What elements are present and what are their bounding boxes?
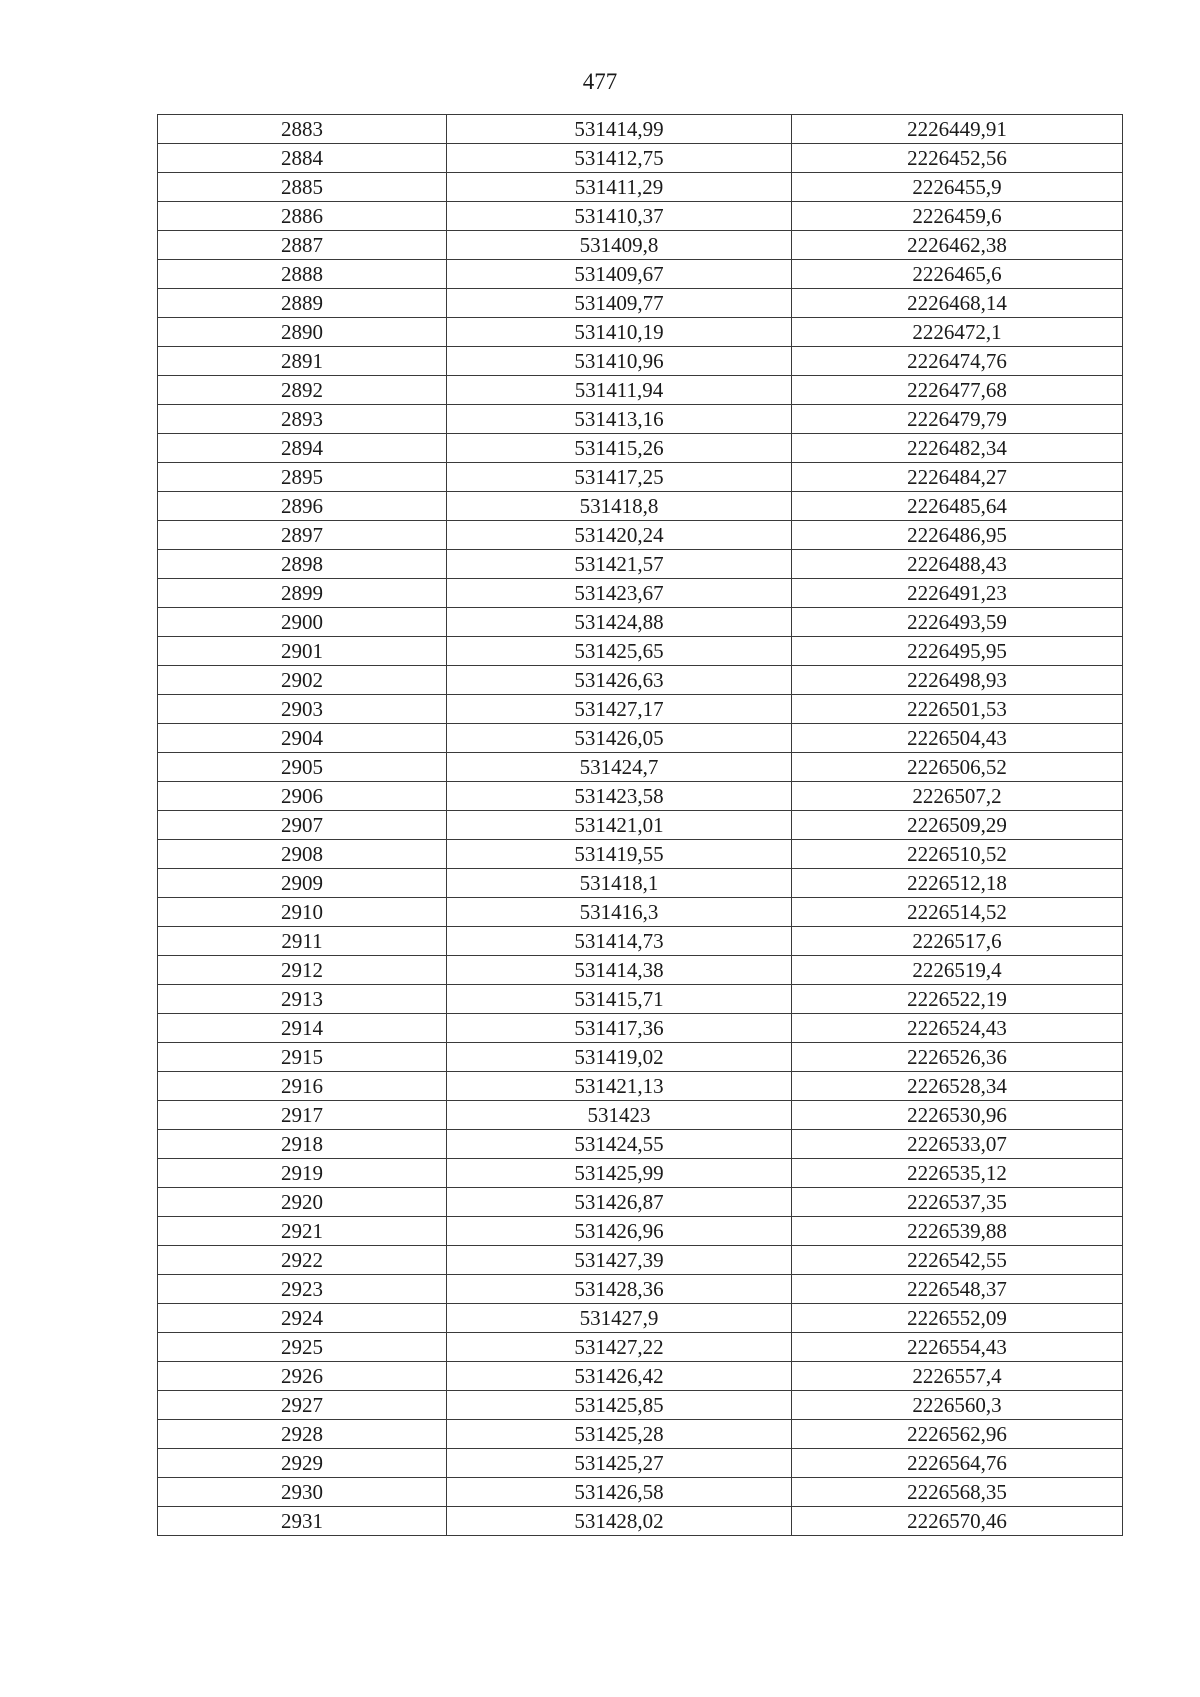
table-row — [158, 1246, 1123, 1275]
x-coordinate-cell: 531425,99 — [447, 1159, 792, 1188]
point-number-cell: 2913 — [158, 985, 447, 1014]
table-row — [158, 521, 1123, 550]
y-coordinate-cell: 2226557,4 — [792, 1362, 1123, 1391]
x-coordinate-cell: 531426,63 — [447, 666, 792, 695]
y-coordinate-cell: 2226570,46 — [792, 1507, 1123, 1536]
y-coordinate-cell: 2226562,96 — [792, 1420, 1123, 1449]
table-row — [158, 1130, 1123, 1159]
y-coordinate-cell: 2226477,68 — [792, 376, 1123, 405]
x-coordinate-cell: 531427,17 — [447, 695, 792, 724]
x-coordinate-cell: 531418,8 — [447, 492, 792, 521]
table-row — [158, 173, 1123, 202]
y-coordinate-cell: 2226479,79 — [792, 405, 1123, 434]
point-number-cell: 2898 — [158, 550, 447, 579]
point-number-cell: 2925 — [158, 1333, 447, 1362]
table-row — [158, 1188, 1123, 1217]
point-number-cell: 2899 — [158, 579, 447, 608]
x-coordinate-cell: 531427,22 — [447, 1333, 792, 1362]
point-number-cell: 2904 — [158, 724, 447, 753]
y-coordinate-cell: 2226462,38 — [792, 231, 1123, 260]
table-row — [158, 840, 1123, 869]
y-coordinate-cell: 2226526,36 — [792, 1043, 1123, 1072]
point-number-cell: 2900 — [158, 608, 447, 637]
table-row — [158, 144, 1123, 173]
y-coordinate-cell: 2226493,59 — [792, 608, 1123, 637]
x-coordinate-cell: 531416,3 — [447, 898, 792, 927]
x-coordinate-cell: 531409,77 — [447, 289, 792, 318]
table-row — [158, 898, 1123, 927]
y-coordinate-cell: 2226539,88 — [792, 1217, 1123, 1246]
table-row — [158, 1072, 1123, 1101]
table-row — [158, 724, 1123, 753]
y-coordinate-cell: 2226459,6 — [792, 202, 1123, 231]
x-coordinate-cell: 531419,02 — [447, 1043, 792, 1072]
y-coordinate-cell: 2226554,43 — [792, 1333, 1123, 1362]
point-number-cell: 2906 — [158, 782, 447, 811]
y-coordinate-cell: 2226474,76 — [792, 347, 1123, 376]
y-coordinate-cell: 2226519,4 — [792, 956, 1123, 985]
table-row — [158, 463, 1123, 492]
x-coordinate-cell: 531414,73 — [447, 927, 792, 956]
y-coordinate-cell: 2226542,55 — [792, 1246, 1123, 1275]
table-row — [158, 231, 1123, 260]
y-coordinate-cell: 2226485,64 — [792, 492, 1123, 521]
table-row — [158, 550, 1123, 579]
y-coordinate-cell: 2226491,23 — [792, 579, 1123, 608]
point-number-cell: 2895 — [158, 463, 447, 492]
y-coordinate-cell: 2226548,37 — [792, 1275, 1123, 1304]
point-number-cell: 2902 — [158, 666, 447, 695]
x-coordinate-cell: 531421,13 — [447, 1072, 792, 1101]
y-coordinate-cell: 2226537,35 — [792, 1188, 1123, 1217]
y-coordinate-cell: 2226517,6 — [792, 927, 1123, 956]
table-row — [158, 492, 1123, 521]
x-coordinate-cell: 531423,67 — [447, 579, 792, 608]
table-row — [158, 1333, 1123, 1362]
y-coordinate-cell: 2226528,34 — [792, 1072, 1123, 1101]
x-coordinate-cell: 531410,37 — [447, 202, 792, 231]
y-coordinate-cell: 2226510,52 — [792, 840, 1123, 869]
x-coordinate-cell: 531427,9 — [447, 1304, 792, 1333]
y-coordinate-cell: 2226564,76 — [792, 1449, 1123, 1478]
x-coordinate-cell: 531409,8 — [447, 231, 792, 260]
point-number-cell: 2889 — [158, 289, 447, 318]
point-number-cell: 2893 — [158, 405, 447, 434]
table-row — [158, 376, 1123, 405]
table-row — [158, 260, 1123, 289]
y-coordinate-cell: 2226530,96 — [792, 1101, 1123, 1130]
x-coordinate-cell: 531427,39 — [447, 1246, 792, 1275]
x-coordinate-cell: 531428,02 — [447, 1507, 792, 1536]
y-coordinate-cell: 2226535,12 — [792, 1159, 1123, 1188]
x-coordinate-cell: 531417,25 — [447, 463, 792, 492]
point-number-cell: 2915 — [158, 1043, 447, 1072]
y-coordinate-cell: 2226504,43 — [792, 724, 1123, 753]
x-coordinate-cell: 531420,24 — [447, 521, 792, 550]
table-row — [158, 1275, 1123, 1304]
point-number-cell: 2888 — [158, 260, 447, 289]
y-coordinate-cell: 2226512,18 — [792, 869, 1123, 898]
point-number-cell: 2890 — [158, 318, 447, 347]
point-number-cell: 2928 — [158, 1420, 447, 1449]
x-coordinate-cell: 531412,75 — [447, 144, 792, 173]
x-coordinate-cell: 531415,26 — [447, 434, 792, 463]
y-coordinate-cell: 2226533,07 — [792, 1130, 1123, 1159]
point-number-cell: 2923 — [158, 1275, 447, 1304]
y-coordinate-cell: 2226468,14 — [792, 289, 1123, 318]
table-row — [158, 1449, 1123, 1478]
y-coordinate-cell: 2226560,3 — [792, 1391, 1123, 1420]
point-number-cell: 2887 — [158, 231, 447, 260]
point-number-cell: 2897 — [158, 521, 447, 550]
table-row — [158, 347, 1123, 376]
table-row — [158, 666, 1123, 695]
y-coordinate-cell: 2226455,9 — [792, 173, 1123, 202]
x-coordinate-cell: 531425,65 — [447, 637, 792, 666]
table-row — [158, 1478, 1123, 1507]
table-row — [158, 202, 1123, 231]
point-number-cell: 2922 — [158, 1246, 447, 1275]
point-number-cell: 2886 — [158, 202, 447, 231]
table-row — [158, 1304, 1123, 1333]
point-number-cell: 2907 — [158, 811, 447, 840]
point-number-cell: 2921 — [158, 1217, 447, 1246]
y-coordinate-cell: 2226501,53 — [792, 695, 1123, 724]
point-number-cell: 2917 — [158, 1101, 447, 1130]
y-coordinate-cell: 2226568,35 — [792, 1478, 1123, 1507]
table-row — [158, 1043, 1123, 1072]
table-row — [158, 956, 1123, 985]
y-coordinate-cell: 2226506,52 — [792, 753, 1123, 782]
x-coordinate-cell: 531415,71 — [447, 985, 792, 1014]
x-coordinate-cell: 531426,05 — [447, 724, 792, 753]
table-row — [158, 637, 1123, 666]
point-number-cell: 2918 — [158, 1130, 447, 1159]
x-coordinate-cell: 531413,16 — [447, 405, 792, 434]
y-coordinate-cell: 2226498,93 — [792, 666, 1123, 695]
point-number-cell: 2892 — [158, 376, 447, 405]
x-coordinate-cell: 531410,96 — [447, 347, 792, 376]
table-row — [158, 811, 1123, 840]
table-row — [158, 608, 1123, 637]
x-coordinate-cell: 531414,99 — [447, 115, 792, 144]
table-row — [158, 1014, 1123, 1043]
point-number-cell: 2929 — [158, 1449, 447, 1478]
x-coordinate-cell: 531410,19 — [447, 318, 792, 347]
point-number-cell: 2919 — [158, 1159, 447, 1188]
point-number-cell: 2910 — [158, 898, 447, 927]
point-number-cell: 2931 — [158, 1507, 447, 1536]
x-coordinate-cell: 531424,55 — [447, 1130, 792, 1159]
table-row — [158, 1101, 1123, 1130]
table-row — [158, 1362, 1123, 1391]
x-coordinate-cell: 531423 — [447, 1101, 792, 1130]
x-coordinate-cell: 531421,57 — [447, 550, 792, 579]
y-coordinate-cell: 2226484,27 — [792, 463, 1123, 492]
point-number-cell: 2905 — [158, 753, 447, 782]
table-row — [158, 695, 1123, 724]
x-coordinate-cell: 531421,01 — [447, 811, 792, 840]
point-number-cell: 2901 — [158, 637, 447, 666]
table-row — [158, 579, 1123, 608]
table-row — [158, 1391, 1123, 1420]
x-coordinate-cell: 531426,58 — [447, 1478, 792, 1507]
point-number-cell: 2894 — [158, 434, 447, 463]
point-number-cell: 2924 — [158, 1304, 447, 1333]
x-coordinate-cell: 531423,58 — [447, 782, 792, 811]
x-coordinate-cell: 531426,96 — [447, 1217, 792, 1246]
x-coordinate-cell: 531425,85 — [447, 1391, 792, 1420]
point-number-cell: 2896 — [158, 492, 447, 521]
table-row — [158, 985, 1123, 1014]
coordinates-table — [157, 114, 1123, 1536]
coordinates-table-body — [158, 115, 1123, 1536]
x-coordinate-cell: 531428,36 — [447, 1275, 792, 1304]
point-number-cell: 2914 — [158, 1014, 447, 1043]
x-coordinate-cell: 531411,94 — [447, 376, 792, 405]
x-coordinate-cell: 531419,55 — [447, 840, 792, 869]
y-coordinate-cell: 2226472,1 — [792, 318, 1123, 347]
y-coordinate-cell: 2226522,19 — [792, 985, 1123, 1014]
point-number-cell: 2903 — [158, 695, 447, 724]
table-row — [158, 318, 1123, 347]
point-number-cell: 2883 — [158, 115, 447, 144]
x-coordinate-cell: 531425,27 — [447, 1449, 792, 1478]
y-coordinate-cell: 2226524,43 — [792, 1014, 1123, 1043]
table-row — [158, 869, 1123, 898]
table-row — [158, 434, 1123, 463]
point-number-cell: 2916 — [158, 1072, 447, 1101]
x-coordinate-cell: 531424,88 — [447, 608, 792, 637]
y-coordinate-cell: 2226486,95 — [792, 521, 1123, 550]
table-row — [158, 927, 1123, 956]
y-coordinate-cell: 2226482,34 — [792, 434, 1123, 463]
point-number-cell: 2909 — [158, 869, 447, 898]
y-coordinate-cell: 2226509,29 — [792, 811, 1123, 840]
point-number-cell: 2908 — [158, 840, 447, 869]
x-coordinate-cell: 531414,38 — [447, 956, 792, 985]
y-coordinate-cell: 2226552,09 — [792, 1304, 1123, 1333]
y-coordinate-cell: 2226488,43 — [792, 550, 1123, 579]
y-coordinate-cell: 2226514,52 — [792, 898, 1123, 927]
x-coordinate-cell: 531426,87 — [447, 1188, 792, 1217]
point-number-cell: 2912 — [158, 956, 447, 985]
table-row — [158, 753, 1123, 782]
point-number-cell: 2911 — [158, 927, 447, 956]
x-coordinate-cell: 531425,28 — [447, 1420, 792, 1449]
point-number-cell: 2920 — [158, 1188, 447, 1217]
page-number: 477 — [582, 69, 618, 94]
x-coordinate-cell: 531417,36 — [447, 1014, 792, 1043]
x-coordinate-cell: 531426,42 — [447, 1362, 792, 1391]
x-coordinate-cell: 531411,29 — [447, 173, 792, 202]
table-row — [158, 405, 1123, 434]
table-row — [158, 1420, 1123, 1449]
x-coordinate-cell: 531418,1 — [447, 869, 792, 898]
x-coordinate-cell: 531409,67 — [447, 260, 792, 289]
y-coordinate-cell: 2226507,2 — [792, 782, 1123, 811]
table-row — [158, 1159, 1123, 1188]
x-coordinate-cell: 531424,7 — [447, 753, 792, 782]
point-number-cell: 2930 — [158, 1478, 447, 1507]
y-coordinate-cell: 2226495,95 — [792, 637, 1123, 666]
table-row — [158, 289, 1123, 318]
point-number-cell: 2927 — [158, 1391, 447, 1420]
table-row — [158, 1217, 1123, 1246]
point-number-cell: 2891 — [158, 347, 447, 376]
y-coordinate-cell: 2226452,56 — [792, 144, 1123, 173]
point-number-cell: 2926 — [158, 1362, 447, 1391]
table-row — [158, 115, 1123, 144]
point-number-cell: 2884 — [158, 144, 447, 173]
table-row — [158, 1507, 1123, 1536]
y-coordinate-cell: 2226465,6 — [792, 260, 1123, 289]
table-row — [158, 782, 1123, 811]
y-coordinate-cell: 2226449,91 — [792, 115, 1123, 144]
point-number-cell: 2885 — [158, 173, 447, 202]
